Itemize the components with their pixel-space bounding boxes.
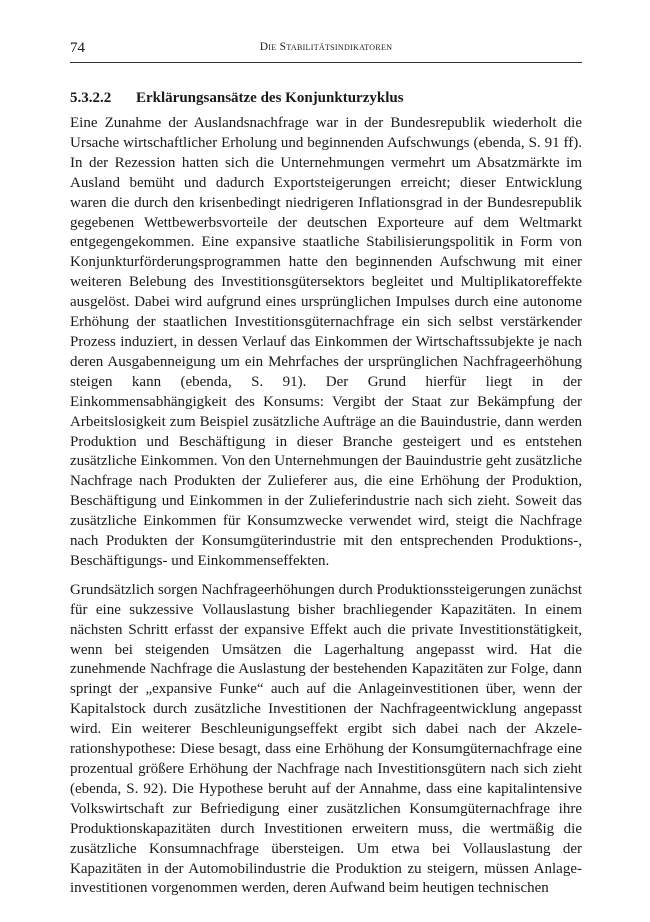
paragraph-2: Grundsätzlich sorgen Nachfrageerhöhungen durch Produktionssteigerungen zunächst für eine sukzessive Vollauslastung bisher brachliegender Kapazitäten. In einem nächsten Schritt erfasst der expansive Effekt auch die private Investitionstätigkeit, wenn bei steigenden Umsätzen die Lagerhaltung angepasst wird. Hat die zunehmende Nachfrage die Auslastung der bestehenden Kapazitäten zur Folge, dann springt der „expansive Funke“ auch auf die Anlageinvestitionen über, wenn der Kapitalstock durch zusätzliche Investitionen der Nachfrageentwicklung angepasst wird. Ein weiterer Beschleunigungseffekt ergibt sich dabei nach der Akzelerationshypothese: Diese besagt, dass eine Erhöhung der Konsumgüternachfrage eine prozentual größere Erhöhung der Nachfrage nach Investitionsgütern nach sich zieht (ebenda, S. 92). Die Hypothese beruht auf der Annahme, dass eine kapitalintensive Volkswirtschaft zur Befriedigung einer zusätzlichen Konsumgüternachfrage ihre Produktionskapazitäten durch Investitionen erweitern muss, die wertmäßig die zusätzliche Konsumnachfrage übersteigen. Um etwa bei Vollauslastung der Kapazitäten in der Automobilindustrie die Produktion zu steigern, müssen Anlageinvestitionen vorgenommen werden, deren Aufwand beim heutigen technischen [70,581,582,897]
page-number: 74 [70,40,85,56]
paragraph-1: Eine Zunahme der Auslandsnachfrage war in der Bundesrepublik wiederholt die Ursache wirtschaftlicher Erholung und beginnenden Aufschwungs (ebenda, S. 91 ff). In der Rezession hatten sich die Unternehmungen vermehrt um Absatzmärkte im Ausland bemüht und dadurch Exportsteigerungen erreicht; dieser Entwicklung waren die durch den krisenbedingt niedrigeren Inflationsgrad in der Bundesrepublik gegebenen Wettbewerbsvorteile der deutschen Exporteure auf dem Weltmarkt entgegengekommen. Eine expansive staatliche Stabilisierungspolitik in Form von Konjunkturförderungsprogrammen hatte den beginnenden Aufschwung mit einer weiteren Belebung des Investitionsgütersektors begleitet und Multiplikatoreffekte ausgelöst. Dabei wird aufgrund eines ursprünglichen Impulses durch eine autonome Erhöhung der staatlichen Investitionsgüternachfrage ein sich selbst verstärkender Prozess induziert, in dessen Verlauf das Einkommen der Wirtschaftssubjekte je nach deren Ausgabenneigung um ein Mehrfaches der ursprünglichen Nachfrageerhöhung steigen kann (ebenda, S. 91). Der Grund hierfür liegt in der Einkommensabhängigkeit des Konsums: Vergibt der Staat zur Bekämpfung der Arbeitslosigkeit zum Beispiel zusätzliche Aufträge an die Bauindustrie, dann werden Produktion und Beschäftigung in dieser Branche gesteigert und es entstehen zusätzliche Einkommen. Von den Unternehmungen der Bauindustrie geht zusätzliche Nachfrage nach Produkten der Zulieferer aus, die eine Erhöhung der Produktion, Beschäftigung und Einkommen in der Zulieferindustrie nach sich zieht. Soweit das zusätzliche Einkommen für Konsumzwecke verwendet wird, steigt die Nachfrage nach Produkten der Konsumgüterindustrie mit den entsprechenden Produktions-, Beschäftigungs- und Einkommenseffekten. [70,115,582,569]
body-text [70,114,582,899]
page-header [70,40,582,63]
running-title: Die Stabilitätsindikatoren [259,41,393,53]
section-number: 5.3.2.2 [70,90,112,106]
section-heading [70,90,404,107]
section-title: Erklärungsansätze des Konjunkturzyklus [136,90,404,106]
